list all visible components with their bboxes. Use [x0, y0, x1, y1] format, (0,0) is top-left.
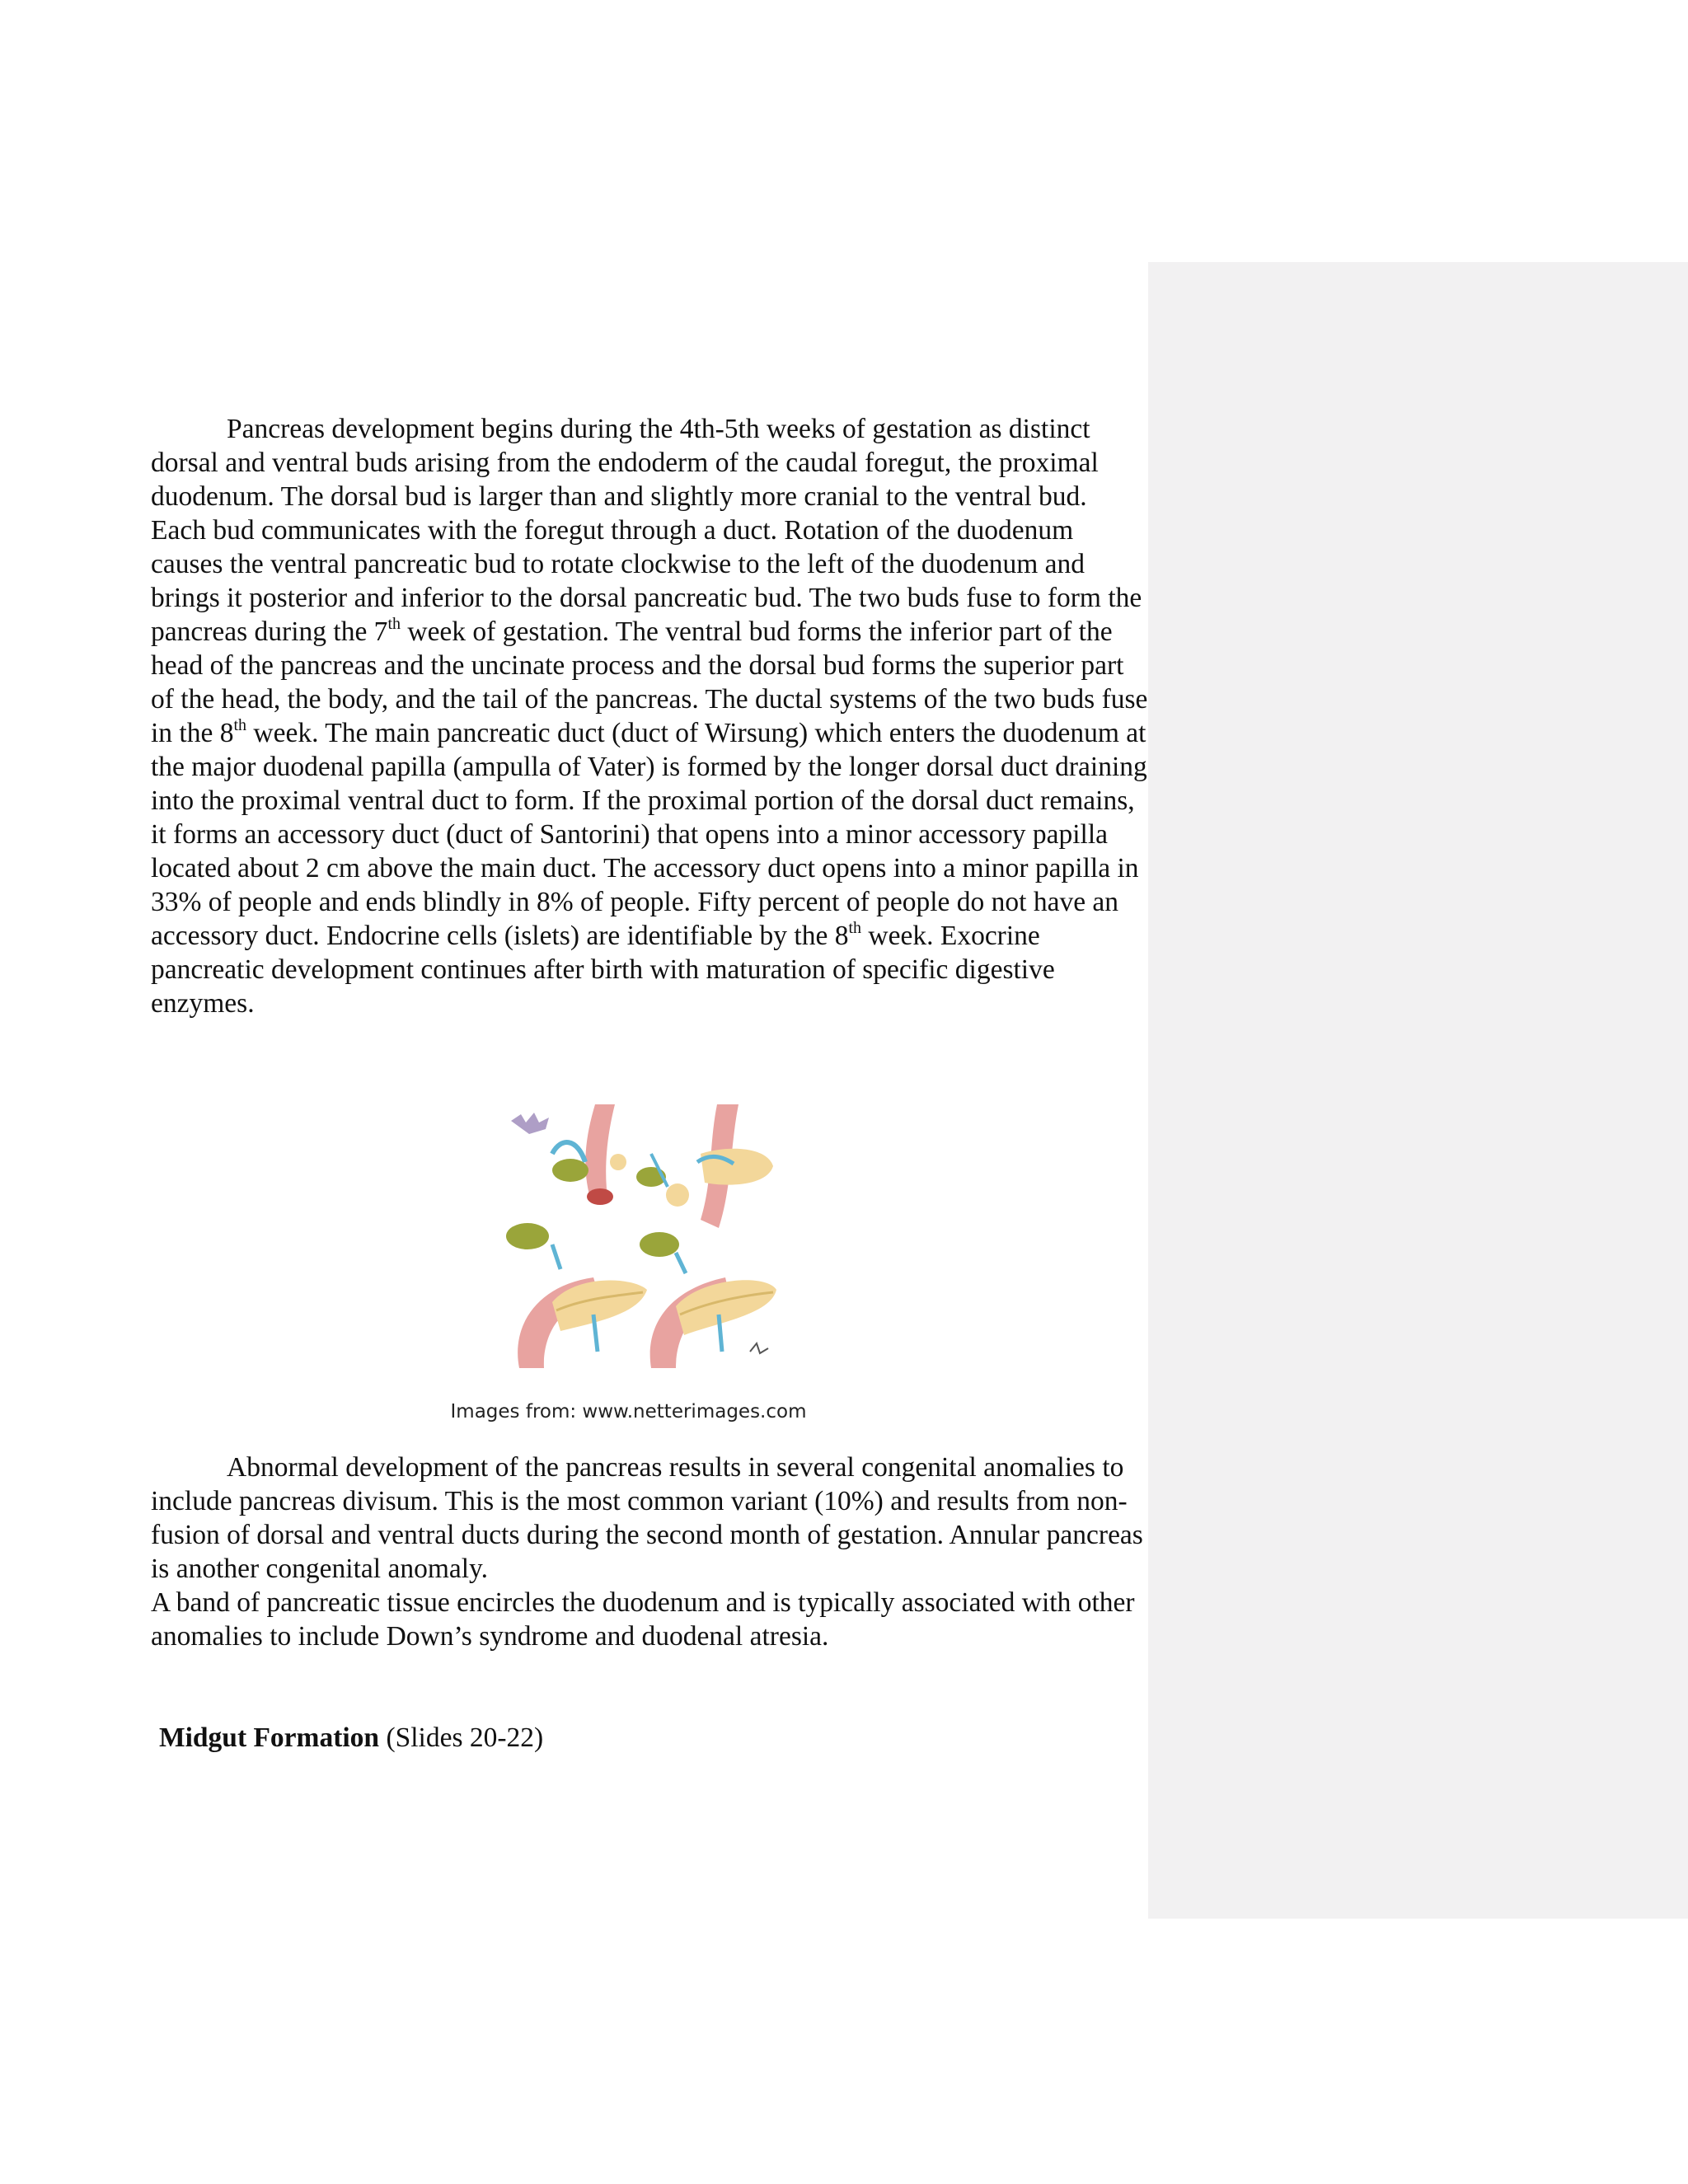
- paragraph-text: week. The main pancreatic duct (duct of Wirsung) which enters the duodenum at the major duodenal papilla (ampulla of Vater) is formed by the longer dorsal duct draining into the proximal ventral duct to form. If the proximal portion of the dorsal duct remains, it forms an accessory duct (duct of Santorini) that opens into a minor accessory papilla located about 2 cm above the main duct. The accessory duct opens into a minor papilla in 33% of people and ends blindly in 8% of people. Fifty percent of people do not have an accessory duct. Endocrine cells (islets) are identifiable by the 8: [151, 718, 1147, 951]
- figure-caption: Images from: www.netterimages.com: [450, 1401, 807, 1422]
- section-subtitle: (Slides 20-22): [379, 1722, 544, 1753]
- paragraph-text: A band of pancreatic tissue encircles the duodenum and is typically associated with other anomalies to include Down’s syndrome and duodenal atresia.: [151, 1587, 1135, 1652]
- paragraph-anomalies-line-a: [151, 1451, 1148, 1586]
- paragraph-anomalies-line-b: [151, 1586, 1148, 1653]
- paragraph-pancreas-development: [151, 412, 1148, 1020]
- section-heading: [159, 1721, 543, 1755]
- paragraph-text: Pancreas development begins during the 4th-5th weeks of gestation as distinct dorsal and ventral buds arising from the endoderm of the caudal foregut, the proximal duodenum. The dorsal bud is larger than and slightly more cranial to the ventral bud. Each bud communicates with the foregut through a duct. Rotation of the duodenum causes the ventral pancreatic bud to rotate clockwise to the left of the duodenum and brings it posterior and inferior to the dorsal pancreatic bud. The two buds fuse to form the pancreas during the 7: [151, 414, 1142, 647]
- superscript-ordinal: th: [233, 716, 247, 734]
- comment-margin-pane: [1148, 262, 1688, 1919]
- paragraph-anomalies: [151, 1451, 1148, 1653]
- panel-mature-pancreas: [640, 1232, 776, 1368]
- superscript-ordinal: th: [387, 615, 401, 633]
- document-body: [151, 412, 1148, 1020]
- pancreas-development-illustration: [503, 1104, 783, 1368]
- section-title: Midgut Formation: [159, 1722, 380, 1753]
- panel-early-buds: [511, 1104, 626, 1205]
- paragraph-text: week of gestation. The ventral bud forms the inferior part of the head of the pancreas and the uncinate process and the dorsal bud forms the superior part of the head, the body, and the tail of the pancreas. The ductal systems of the two buds fuse in the 8: [151, 616, 1148, 748]
- panel-fusion: [506, 1223, 647, 1368]
- paragraph-text: Abnormal development of the pancreas results in several congenital anomalies to include pancreas divisum. This is the most common variant (10%) and results from non-fusion of dorsal and ventral ducts during the second month of gestation. Annular pancreas is another congenital anomaly.: [151, 1452, 1143, 1584]
- paragraph-text: week. Exocrine pancreatic development continues after birth with maturation of specific digestive enzymes.: [151, 921, 1055, 1019]
- panel-rotation: [636, 1104, 773, 1228]
- superscript-ordinal: th: [848, 919, 862, 937]
